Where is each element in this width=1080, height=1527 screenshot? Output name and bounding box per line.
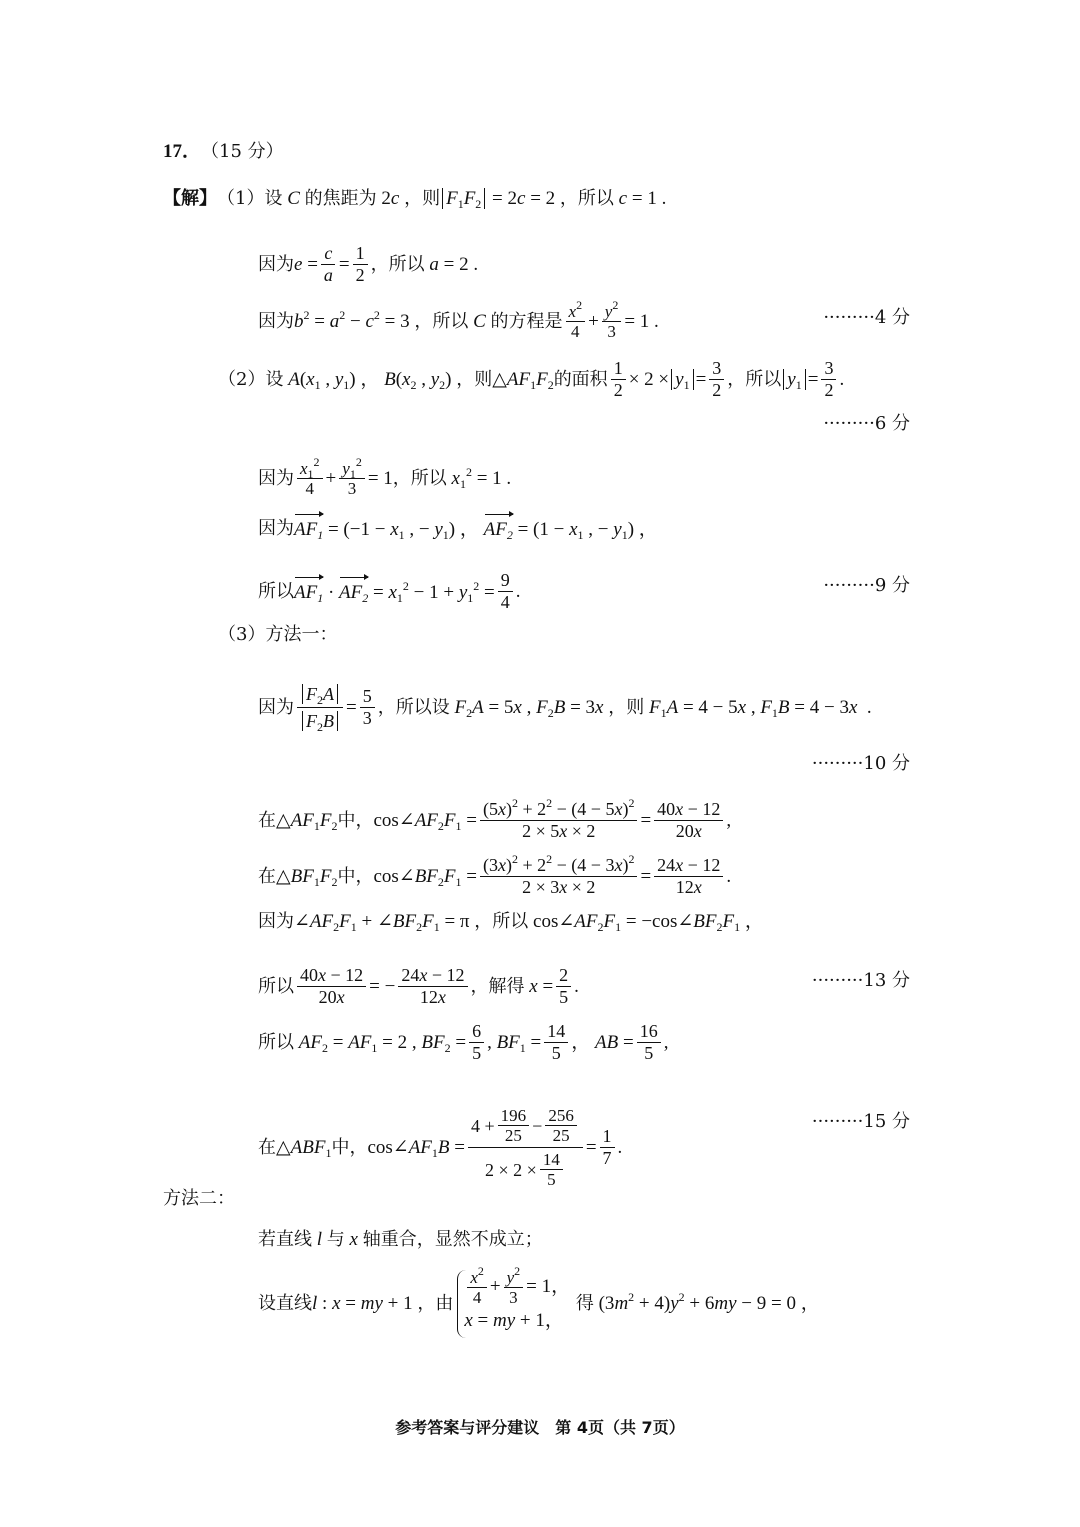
text: 所以	[258, 975, 294, 997]
text: 的面积	[553, 368, 608, 390]
text: ，所以	[559, 188, 614, 209]
method2-line1: 若直线 l 与 x 轴重合，显然不成立；	[258, 1229, 543, 1250]
text: 得	[575, 1293, 594, 1314]
part2-line1: （2） 设 $A(x_1$ , $y_1$) ， $B(x_2$ , $y_2$) ，则 $\triangle AF_1F_2$ 的面积 $\frac{1}{2}$ × $2 \times y_1$ = $\frac{3}{2}$ ，所以 $y_1$ = $\frac{3}{2}$ .	[218, 358, 845, 400]
part2-line2: 因为 $\frac{x_1^2}{4}$ + $\frac{y_1^2}{3}$ = 1 ，所以 $x_1^2 = 1$ .	[258, 455, 512, 498]
text: 在	[258, 809, 276, 831]
part1-line1: 【解】 （1） 设 C 的焦距为 2c ，则 $F_1F_2 = 2c = 2$ ，所以 c = 1 .	[163, 188, 667, 211]
text: 中，	[337, 809, 374, 831]
part1-line2: 因为 e = $\frac{c}{a}$ = $\frac{1}{2}$ ，所以 a = 2 .	[258, 243, 479, 285]
text: 因为	[258, 253, 294, 275]
text: ，则	[608, 696, 645, 718]
part3-line7: 在 $\triangle ABF_1$ 中， $\cos\angle AF_1B$ = 4 + $\frac{196}{25}$ − $\frac{256}{25}$ 2 × 2 × $\frac{14}{5}$ = $\frac{1}{7}$ .	[258, 1106, 623, 1189]
part3-line4: 因为 $\angle AF_2F_1$ + $\angle BF_2F_1 = \pi$ ，所以 $\cos\angle AF_2F_1$ = $-\cos\angle BF_2F_1$ ，	[258, 911, 764, 934]
text: 因为	[258, 310, 294, 332]
text: 若直线	[258, 1229, 312, 1250]
part2-label: （2）	[218, 368, 266, 390]
text: 轴重合，显然不成立；	[362, 1229, 543, 1250]
text: ，解得	[470, 975, 525, 997]
score-9: ·········9 分	[823, 575, 910, 596]
score-15: ·········15 分	[811, 1111, 910, 1132]
method2-line2: 设直线 l : x = my + 1 ，由 $\frac{x^2}{4}$ + $\frac{y^2}{3}$ = 1， x = my + 1， 得 $(3m^2 + 4)y^2 + 6my - 9 = 0$ ，	[258, 1270, 820, 1338]
part1-label: （1）	[217, 188, 265, 209]
part3-line1: 因为 $\frac{F_2A}{F_2B}$ = $\frac{5}{3}$ ，所以设 $F_2A = 5x$ , $F_2B = 3x$ ，则 $F_1A = 4 - 5x$ , $F_1B = 4 - 3x$ .	[258, 681, 872, 734]
question-number: 17．	[163, 141, 202, 162]
part3-line2: 在 $\triangle AF_1F_2$ 中， $\cos\angle AF_2F_1$ = $\frac{(5x)^2 + 2^2 - (4 - 5x)^2}{2 \times 5x \times 2}$ = $\frac{40x - 12}{20x}$ ,	[258, 796, 732, 841]
text: 中，	[337, 865, 374, 887]
text: 设	[264, 188, 283, 209]
text: ，所以设	[377, 696, 450, 718]
text: ，所以	[392, 467, 447, 489]
score-13: ·········13 分	[811, 970, 910, 991]
method1-label: 方法一：	[265, 624, 338, 645]
text: ，所以	[727, 368, 782, 390]
text: 的方程是	[490, 310, 563, 332]
score-4: ·········4 分	[823, 307, 910, 328]
text: 所以	[258, 1031, 294, 1053]
question-header	[163, 140, 284, 164]
equation-system: $\frac{x^2}{4}$ + $\frac{y^2}{3}$ = 1， x = my + 1，	[457, 1270, 570, 1338]
part1-line3: 因为 $b^2 = a^2 - c^2 = 3$ ，所以 C 的方程是 $\frac{x^2}{4}$ + $\frac{y^2}{3}$ = 1 .	[258, 298, 659, 341]
text: ，由	[417, 1293, 454, 1314]
text: 因为	[258, 911, 294, 932]
question-points: （15 分）	[201, 141, 284, 162]
score-10: ·········10 分	[811, 753, 910, 774]
score-6: ·········6 分	[823, 413, 910, 434]
part3-label: （3）	[218, 624, 266, 645]
text: 在	[258, 865, 276, 887]
part2-line4: 所以 $AF_1 \cdot AF_2 = x_1^2 - 1 + y_1^2$ = $\frac{9}{4}$ .	[258, 570, 521, 612]
text: 因为	[258, 518, 294, 539]
text: ，所以	[414, 310, 469, 332]
text: 设	[265, 368, 284, 390]
text: 设直线	[258, 1293, 312, 1314]
text: 所以	[258, 580, 294, 602]
text: 在	[258, 1136, 276, 1158]
page-footer: 参考答案与评分建议 第 4页（共 7页）	[395, 1418, 685, 1437]
part3-line6: 所以 $AF_2 = AF_1 = 2$ , $BF_2$ = $\frac{6}{5}$ , $BF_1$ = $\frac{14}{5}$ ， AB = $\frac{16}{5}$ ,	[258, 1021, 669, 1063]
text: 因为	[258, 696, 294, 718]
text: ，则	[404, 188, 441, 209]
method2-label: 方法二：	[163, 1188, 235, 1209]
part3-line5: 所以 $\frac{40x - 12}{20x}$ = − $\frac{24x - 12}{12x}$ ，解得 x = $\frac{2}{5}$ .	[258, 965, 579, 1007]
text: 因为	[258, 467, 294, 489]
part3-header	[218, 623, 337, 647]
text: 与	[326, 1229, 345, 1250]
part3-line3: 在 $\triangle BF_1F_2$ 中， $\cos\angle BF_2F_1$ = $\frac{(3x)^2 + 2^2 - (4 - 3x)^2}{2 \times 3x \times 2}$ = $\frac{24x - 12}{12x}$ .	[258, 852, 732, 897]
part2-line3: 因为 $AF_1 = (-1 - x_1$ , − $y_1$) ， $AF_2 = (1 - x_1$ , − $y_1$) ，	[258, 518, 658, 542]
text: 中，	[331, 1136, 368, 1158]
text: 的焦距为	[304, 188, 377, 209]
text: ，所以	[370, 253, 425, 275]
text: ，所以	[474, 911, 529, 932]
text: ，则	[456, 368, 493, 390]
solution-label: 【解】	[163, 188, 217, 209]
